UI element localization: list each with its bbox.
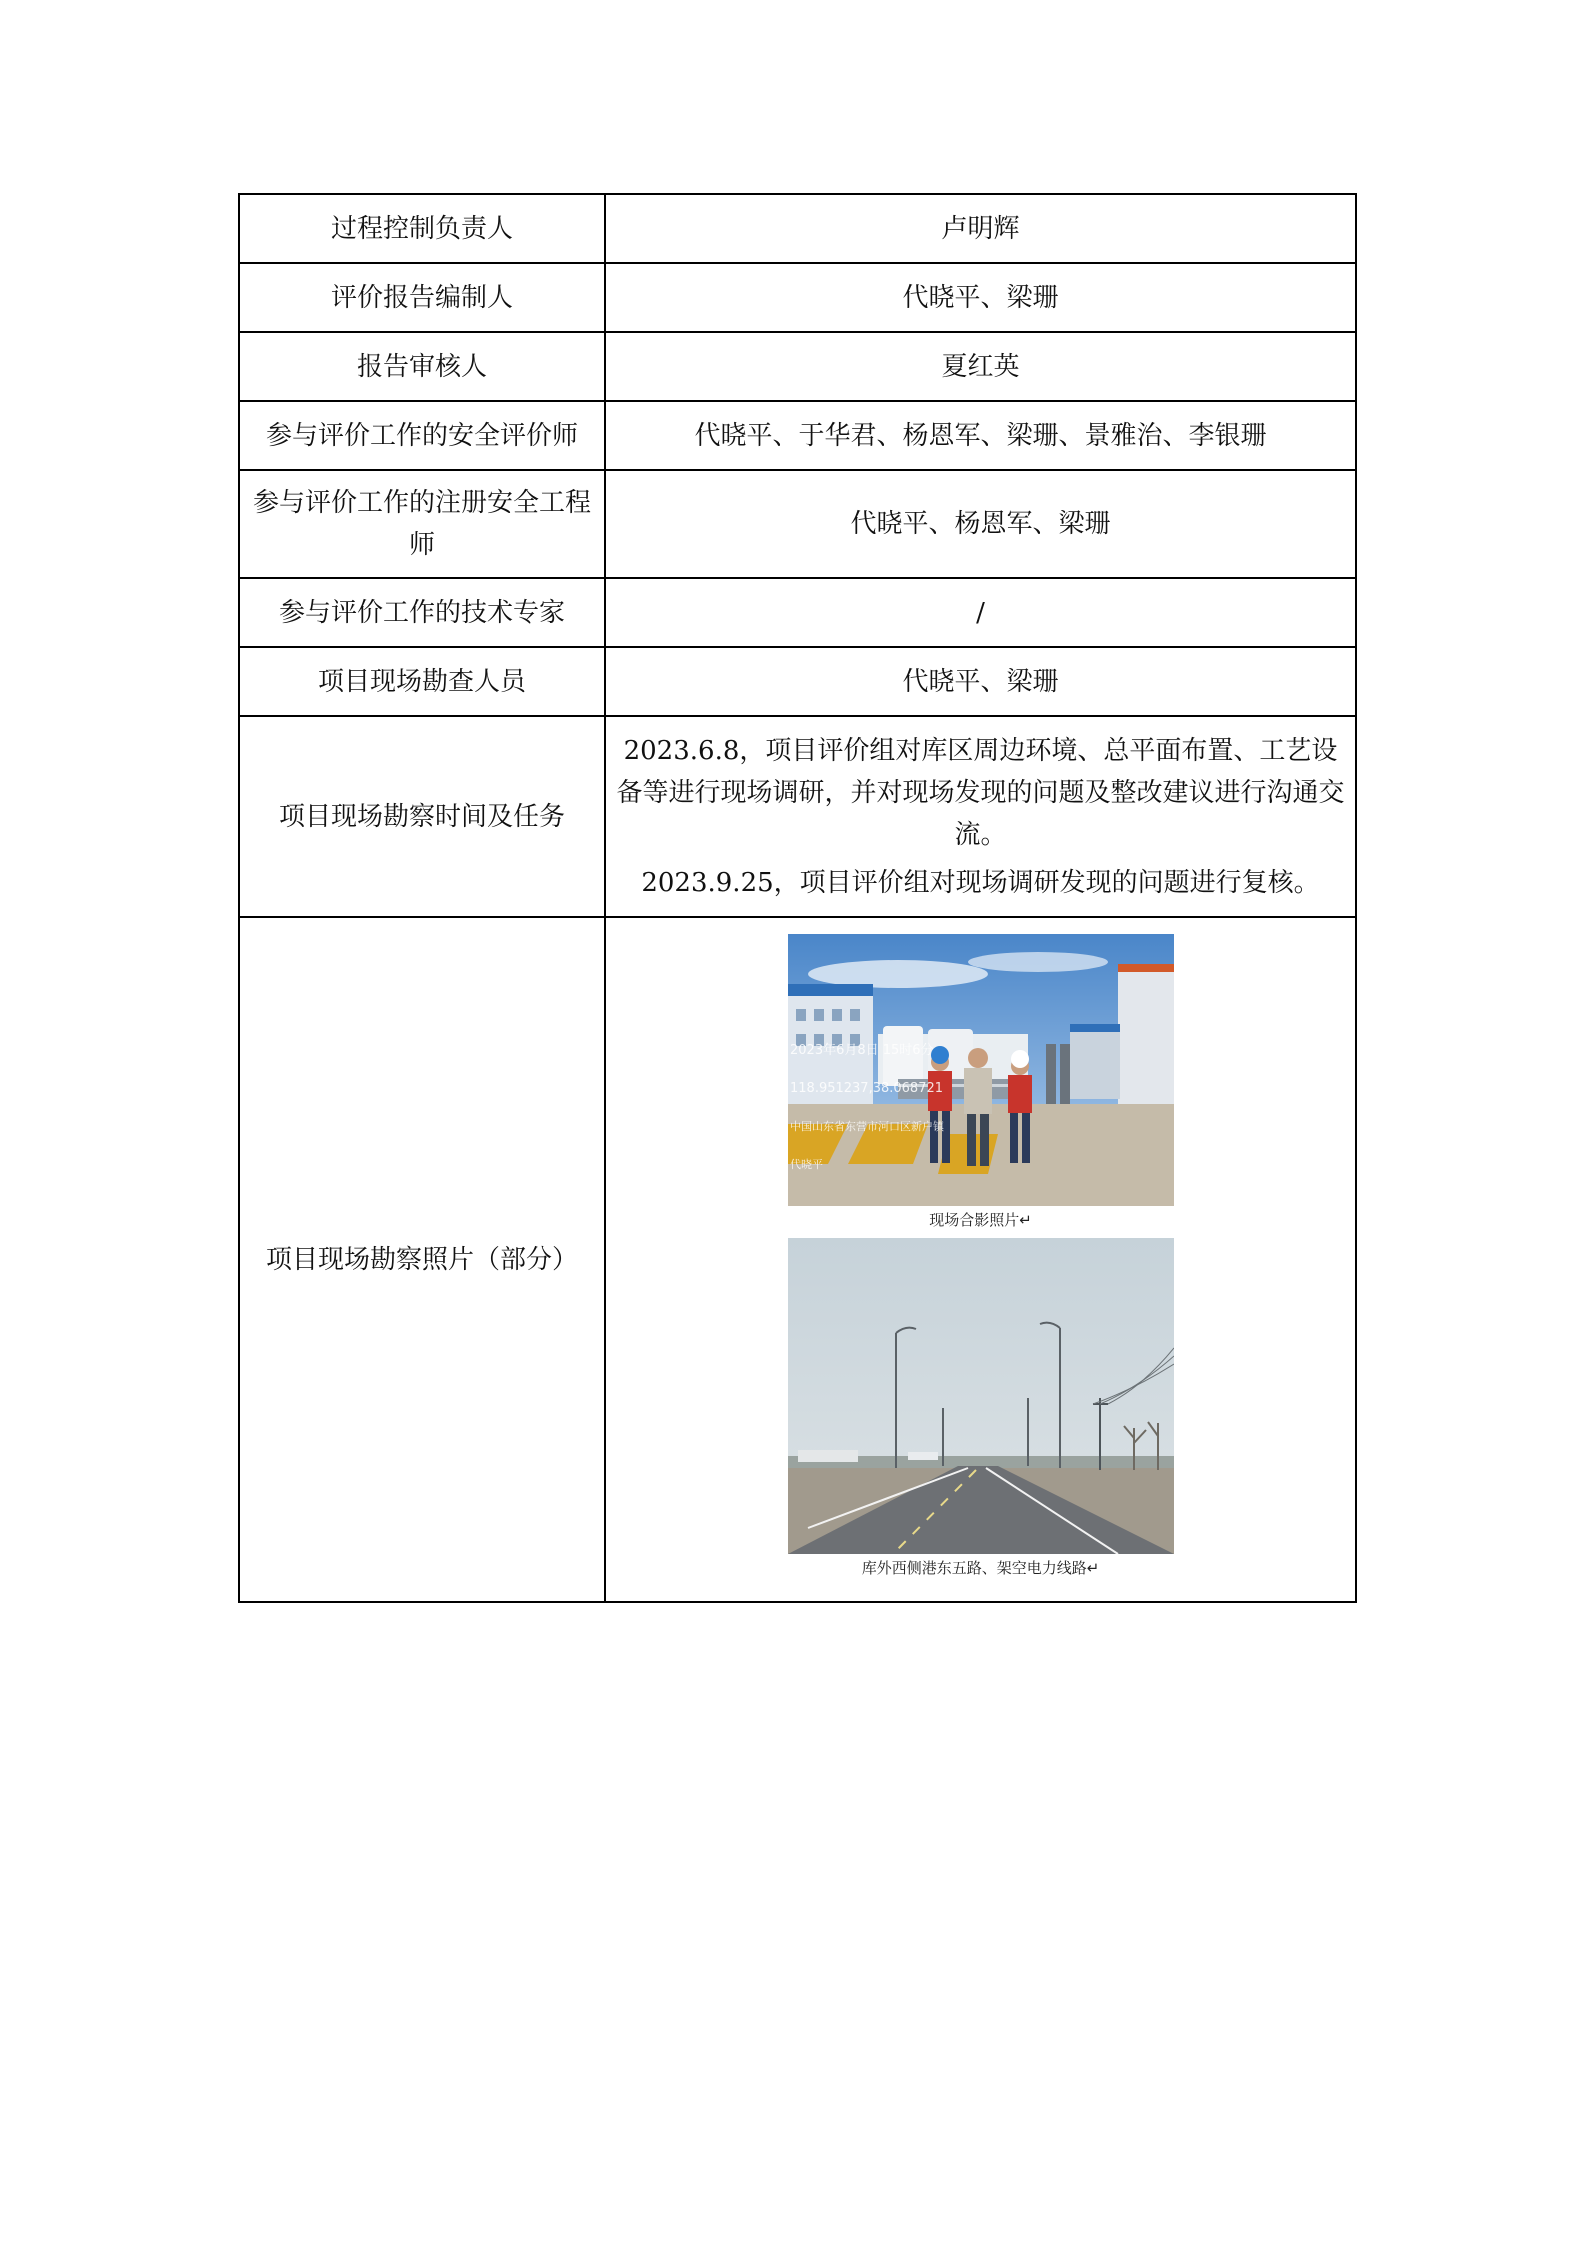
photo-caption-2: 库外西侧港东五路、架空电力线路↵: [861, 1558, 1100, 1577]
row-value: 卢明辉: [605, 194, 1356, 263]
table-row: [239, 263, 1356, 332]
watermark-datetime: 2023年6月8日 15时6分: [789, 1042, 934, 1058]
row-value: 夏红英: [605, 332, 1356, 401]
task-cell: [605, 716, 1356, 917]
row-value: 代晓平、杨恩军、梁珊: [605, 470, 1356, 578]
task-label: 项目现场勘察时间及任务: [239, 716, 605, 917]
road-photo-image: [788, 1238, 1174, 1554]
row-label: 过程控制负责人: [239, 194, 605, 263]
table-row: [239, 194, 1356, 263]
photo-caption-1: 现场合影照片↵: [929, 1210, 1032, 1229]
table-row: [239, 716, 1356, 917]
row-label: 报告审核人: [239, 332, 605, 401]
table-row: [239, 470, 1356, 578]
watermark-coords: 118.951237,38.068721: [789, 1080, 943, 1096]
photos-label: 项目现场勘察照片（部分）: [239, 917, 605, 1602]
info-table: [238, 193, 1357, 1603]
watermark-location: 中国山东省东营市河口区新户镇: [789, 1119, 944, 1133]
table-row: [239, 917, 1356, 1602]
table-row: [239, 401, 1356, 470]
group-photo-image: [788, 934, 1174, 1206]
table-row: [239, 578, 1356, 647]
row-label: 评价报告编制人: [239, 263, 605, 332]
photo-group: [612, 934, 1349, 1586]
row-value: 代晓平、梁珊: [605, 263, 1356, 332]
row-label: 参与评价工作的安全评价师: [239, 401, 605, 470]
row-value: /: [605, 578, 1356, 647]
task-paragraph-1: 2023.6.8，项目评价组对库区周边环境、总平面布置、工艺设备等进行现场调研，并对现场发现的问题及整改建议进行沟通交流。: [616, 735, 1345, 850]
row-label: 参与评价工作的技术专家: [239, 578, 605, 647]
row-label: 项目现场勘查人员: [239, 647, 605, 716]
row-label: 参与评价工作的注册安全工程师: [239, 470, 605, 578]
table-row: [239, 332, 1356, 401]
photos-cell: [605, 917, 1356, 1602]
task-paragraph-2: 2023.9.25，项目评价组对现场调研发现的问题进行复核。: [641, 867, 1320, 898]
row-value: 代晓平、梁珊: [605, 647, 1356, 716]
table-row: [239, 647, 1356, 716]
watermark-person: 代晓平: [789, 1157, 823, 1171]
row-value: 代晓平、于华君、杨恩军、梁珊、景雅治、李银珊: [605, 401, 1356, 470]
